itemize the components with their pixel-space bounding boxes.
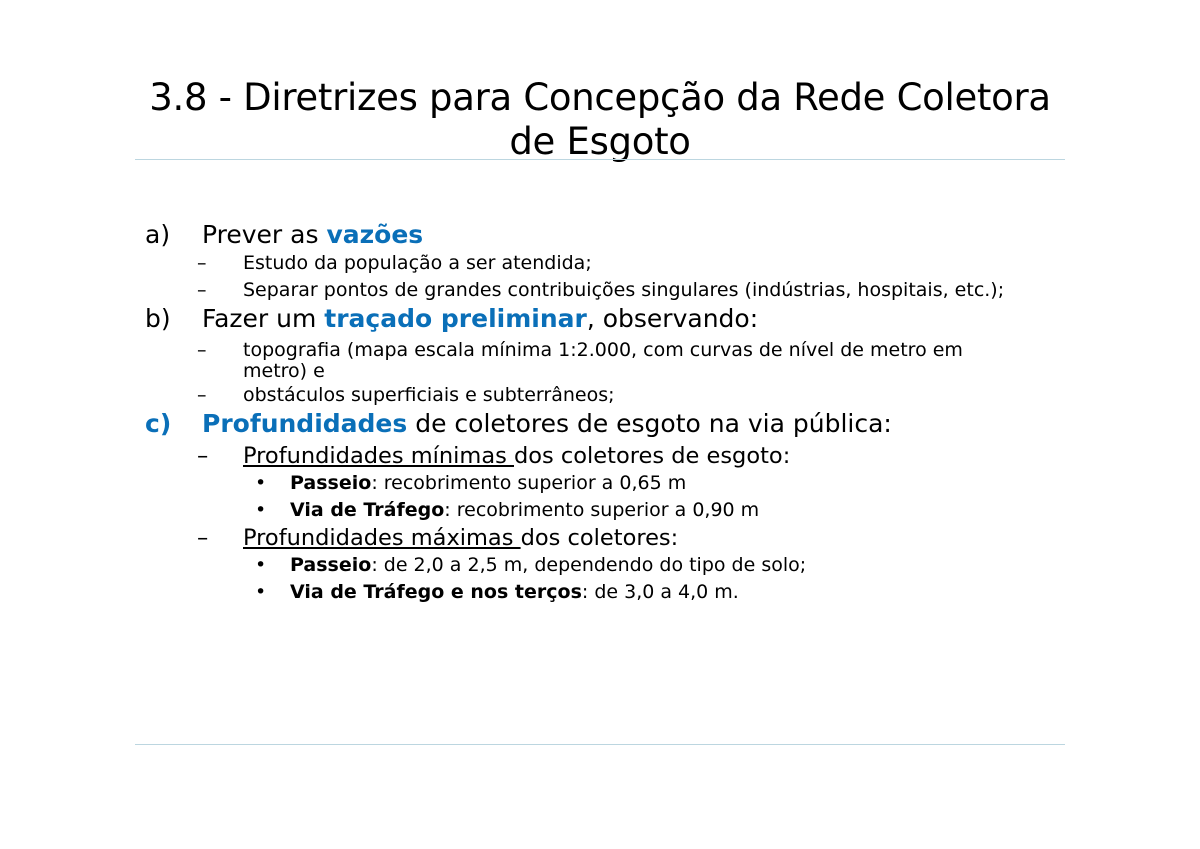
slide-title [135,76,1065,164]
minimas-bullet-1 [145,470,1065,497]
maximas-heading [145,524,1065,552]
title-line-1: 3.8 - Diretrizes para Concepção da Rede Coletora [149,76,1051,119]
item-c-highlight: Profundidades [202,409,408,438]
dash-marker: – [197,384,207,406]
minimas-bullet-1-text: : recobrimento superior a 0,65 m [371,472,687,494]
item-c-marker: c) [145,409,172,438]
bullet-marker: • [255,499,267,521]
maximas-underlined: Profundidades máximas [243,525,521,551]
footer-divider [135,744,1065,745]
bullet-marker: • [255,554,267,576]
minimas-rest: dos coletores de esgoto: [514,443,791,469]
dash-marker: – [197,252,207,274]
title-divider [135,159,1065,160]
maximas-bullet-1-text: : de 2,0 a 2,5 m, dependendo do tipo de solo; [371,554,807,576]
maximas-bullet-1 [145,552,1065,579]
maximas-rest: dos coletores: [520,525,679,551]
item-b-text-before: Fazer um [202,304,325,333]
item-b-highlight: traçado preliminar [324,304,587,333]
maximas-bullet-2-text: : de 3,0 a 4,0 m. [581,581,739,603]
minimas-heading [145,442,1065,470]
item-a-sub-2 [145,280,1065,301]
item-a-sub-1 [145,253,1065,274]
item-b [145,304,1065,334]
item-b-text-after: , observando: [586,304,759,333]
maximas-bullet-2 [145,579,1065,606]
item-c-text-after: de coletores de esgoto na via pública: [407,409,892,438]
item-a [145,220,1065,250]
item-a-highlight: vazões [326,220,424,249]
item-a-sub-1-text: Estudo da população a ser atendida; [243,252,592,274]
minimas-underlined: Profundidades mínimas [243,443,514,469]
item-b-sub-1 [145,340,1003,382]
slide-body [145,220,1065,606]
item-c [145,409,1065,439]
item-a-marker: a) [145,220,171,249]
item-a-sub-2-text: Separar pontos de grandes contribuições singulares (indústrias, hospitais, etc.); [243,279,1005,301]
maximas-bullet-1-label: Passeio [290,554,372,576]
item-b-marker: b) [145,304,171,333]
maximas-bullet-2-label: Via de Tráfego e nos terços [290,581,582,603]
dash-marker: – [197,443,209,469]
title-line-2: de Esgoto [509,120,691,163]
item-b-sub-2 [145,385,1065,406]
minimas-bullet-1-label: Passeio [290,472,372,494]
item-b-sub-2-text: obstáculos superficiais e subterrâneos; [243,384,615,406]
bullet-marker: • [255,472,267,494]
dash-marker: – [197,525,209,551]
minimas-bullet-2-label: Via de Tráfego [290,499,445,521]
minimas-bullet-2 [145,497,1065,524]
item-a-text: Prever as [202,220,327,249]
item-b-sub-1-text: topografia (mapa escala mínima 1:2.000, com curvas de nível de metro em metro) e [243,339,963,382]
bullet-marker: • [255,581,267,603]
minimas-bullet-2-text: : recobrimento superior a 0,90 m [444,499,760,521]
dash-marker: – [197,339,207,361]
dash-marker: – [197,279,207,301]
